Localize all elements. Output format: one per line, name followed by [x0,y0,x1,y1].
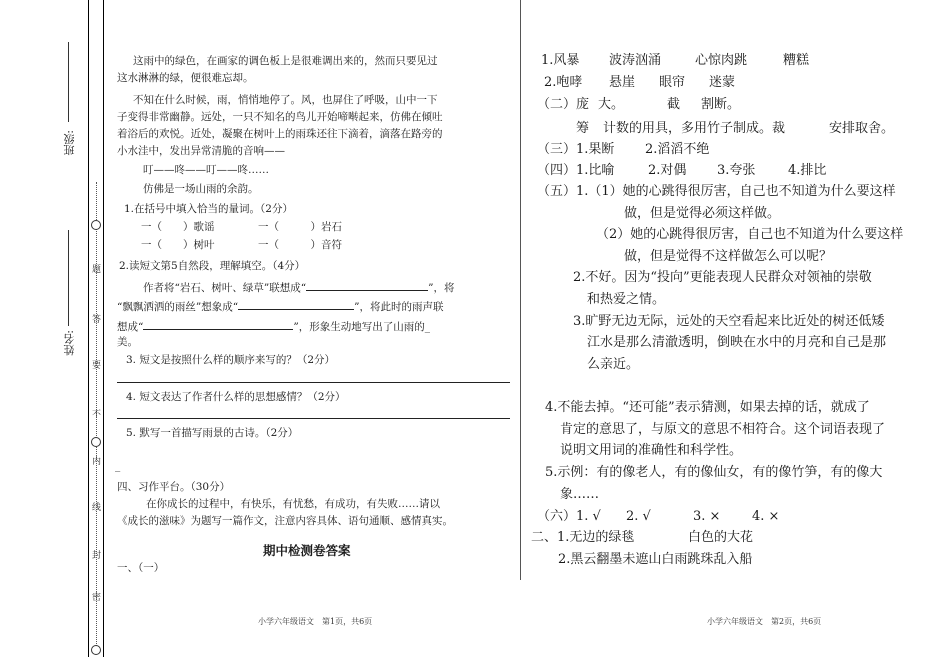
answer-item: （六）1. √ [537,509,601,524]
seal-char: 题 [92,265,102,275]
answer-item: 4. × [752,509,780,524]
margin-outer-line [88,0,89,657]
answer-item: 3. × [693,509,721,524]
q1-item: 一（ ）岩石 [258,221,342,233]
q2-text: “飘飘洒洒的雨丝”想象成“ [117,301,239,313]
passage-line: 小水洼中，发出异常清脆的音响—— [117,145,285,157]
answer-line: 2.黑云翻墨未遮山白雨跳珠乱入船 [558,552,753,567]
question-4: 4. 短文表达了作者什么样的思想感情？（2分） [126,391,346,403]
seal-char: 要 [92,361,102,371]
answer-item: 悬崖 [609,75,636,90]
answer-line: 5.示例：有的像老人，有的像仙女，有的像竹笋，有的像大 [545,465,883,480]
q2-text: ”，将此时的雨声联 [354,301,444,313]
passage-line: 不知在什么时候，雨，悄悄地停了。风，也屏住了呼吸，山中一下 [133,94,438,106]
answer-line[interactable] [117,382,510,383]
answer-item: 割断。 [701,97,741,112]
answer-line: 说明文用词的准确性和科学性。 [560,443,743,458]
answer-line: 象…… [560,487,600,502]
seal-circle [91,645,101,655]
page-footer: 小学六年级语文 第1页，共6页 [258,617,373,626]
answer-item: （四）1.比喻 [537,163,615,178]
answer-item: 3.夸张 [717,163,756,178]
answer-line: 做，但是觉得必须这样做。 [624,206,781,221]
answer-section-start: 一、（一） [117,562,165,574]
class-field-line [68,42,69,122]
q2-text: ”，形象生动地写出了山雨的_ [293,321,430,333]
column-divider [520,0,521,580]
answer-item: 眼帘 [659,75,686,90]
answer-item: 2.对偶 [648,163,687,178]
answer-item: 2. √ [626,509,651,524]
answer-item: （三）1.果断 [537,142,615,157]
class-label: 班级: [63,130,76,156]
answer-line[interactable] [117,418,510,419]
answer-item: 截 [667,97,681,112]
question-1: 1.在括号中填入恰当的量词。（2分） [124,203,293,215]
name-label: 姓名: [63,330,76,356]
passage-line: 这雨中的绿色，在画家的调色板上是很难调出来的，然而只要见过 [133,55,438,67]
q2-text: ”，将 [428,282,455,294]
answer-line: 2.不好。因为“投向”更能表现人民群众对领袖的崇敬 [573,270,872,285]
answer-item: （二）庞 [537,97,590,112]
q1-item: 一（ ）歌谣 [141,221,215,233]
seal-char: 线 [92,503,102,513]
stray-mark: _ [115,460,121,472]
answer-item: 2.滔滔不绝 [645,142,710,157]
section-4-heading: 四、习作平台。（30分） [117,481,231,493]
name-field-line [68,230,69,326]
passage-line: 叮——咚——叮——咚…… [143,164,269,176]
answer-item: 计数的用具，多用竹子制成。裁 [603,121,786,136]
q2-text: 想成“ [117,321,144,333]
answer-item: 迷蒙 [709,75,736,90]
answer-item: 安排取舍。 [829,121,895,136]
q1-item: 一（ ）树叶 [141,239,215,251]
answer-item: 筹 [576,121,590,136]
answer-line: 和热爱之情。 [587,292,666,307]
answer-item: 波涛汹涌 [609,53,662,68]
seal-char: 不 [92,410,102,420]
q1-item: 一（ ）音符 [258,239,342,251]
answer-line: 做，但是觉得不这样做怎么可以呢？ [624,249,833,264]
q2-text: 作者将“岩石、树叶、绿草”联想成“ [143,282,307,294]
answer-item: 1.风暴 [541,53,580,68]
essay-prompt: 在你成长的过程中，有快乐，有忧愁，有成功，有失败……请以 [146,498,440,510]
answer-item: 白色的大花 [688,530,754,545]
question-5: 5. 默写一首描写雨景的古诗。（2分） [126,427,299,439]
passage-line: 仿佛是一场山雨的余韵。 [143,183,259,195]
q2-line-3 [117,317,430,334]
answer-line: 江水是那么清澈透明，倒映在水中的月亮和自己是那 [587,335,887,350]
seal-circle [91,437,101,447]
q2-line-1 [143,278,454,295]
q2-line-2 [117,297,443,314]
answer-line: 4.不能去掉。“还可能”表示猜测，如果去掉的话，就成了 [545,400,870,415]
seal-circle [91,220,101,230]
margin-border-line [103,0,104,657]
answer-blank[interactable] [306,278,428,291]
answer-item: 4.排比 [788,163,827,178]
passage-line: 子变得非常幽静。远处，一只不知名的鸟儿开始啼啭起来，仿佛在倾吐 [117,111,443,123]
passage-line: 着浴后的欢悦。近处，凝聚在树叶上的雨珠还往下滴着，滴落在路旁的 [117,128,443,140]
answer-blank[interactable] [238,297,354,310]
answer-blank[interactable] [143,317,293,330]
answer-item: 2.咆哮 [544,75,583,90]
question-2: 2.读短文第5自然段，理解填空。（4分） [119,260,306,272]
q2-text: 美。 [117,336,138,348]
seal-char: 封 [92,551,102,561]
answer-line: （2）她的心跳得很厉害，自己也不知道为什么要这样 [596,227,904,242]
answer-line: 肯定的意思了，与原文的意思不相符合。这个词语表现了 [560,422,886,437]
seal-char: 密 [92,593,102,603]
essay-prompt: 《成长的滋味》为题写一篇作文，注意内容具体、语句通顺、感情真实。 [117,515,453,527]
answer-line: （五）1.（1）她的心跳得很厉害，自己也不知道为什么要这样 [537,184,896,199]
seal-char: 内 [92,457,102,467]
answer-item: 大。 [598,97,625,112]
question-3: 3. 短文是按照什么样的顺序来写的？（2分） [126,354,336,366]
page-footer: 小学六年级语文 第2页，共6页 [707,617,822,626]
answer-line: 么亲近。 [587,357,640,372]
answer-line: 3.旷野无边无际，远处的天空看起来比近处的树还低矮 [573,314,885,329]
passage-line: 这水淋淋的绿，便很难忘却。 [117,72,254,84]
answer-key-title: 期中检测卷答案 [263,543,351,558]
answer-item: 糟糕 [783,53,810,68]
answer-item: 二、1.无边的绿毯 [531,530,635,545]
answer-item: 心惊肉跳 [695,53,748,68]
seal-char: 答 [92,315,102,325]
